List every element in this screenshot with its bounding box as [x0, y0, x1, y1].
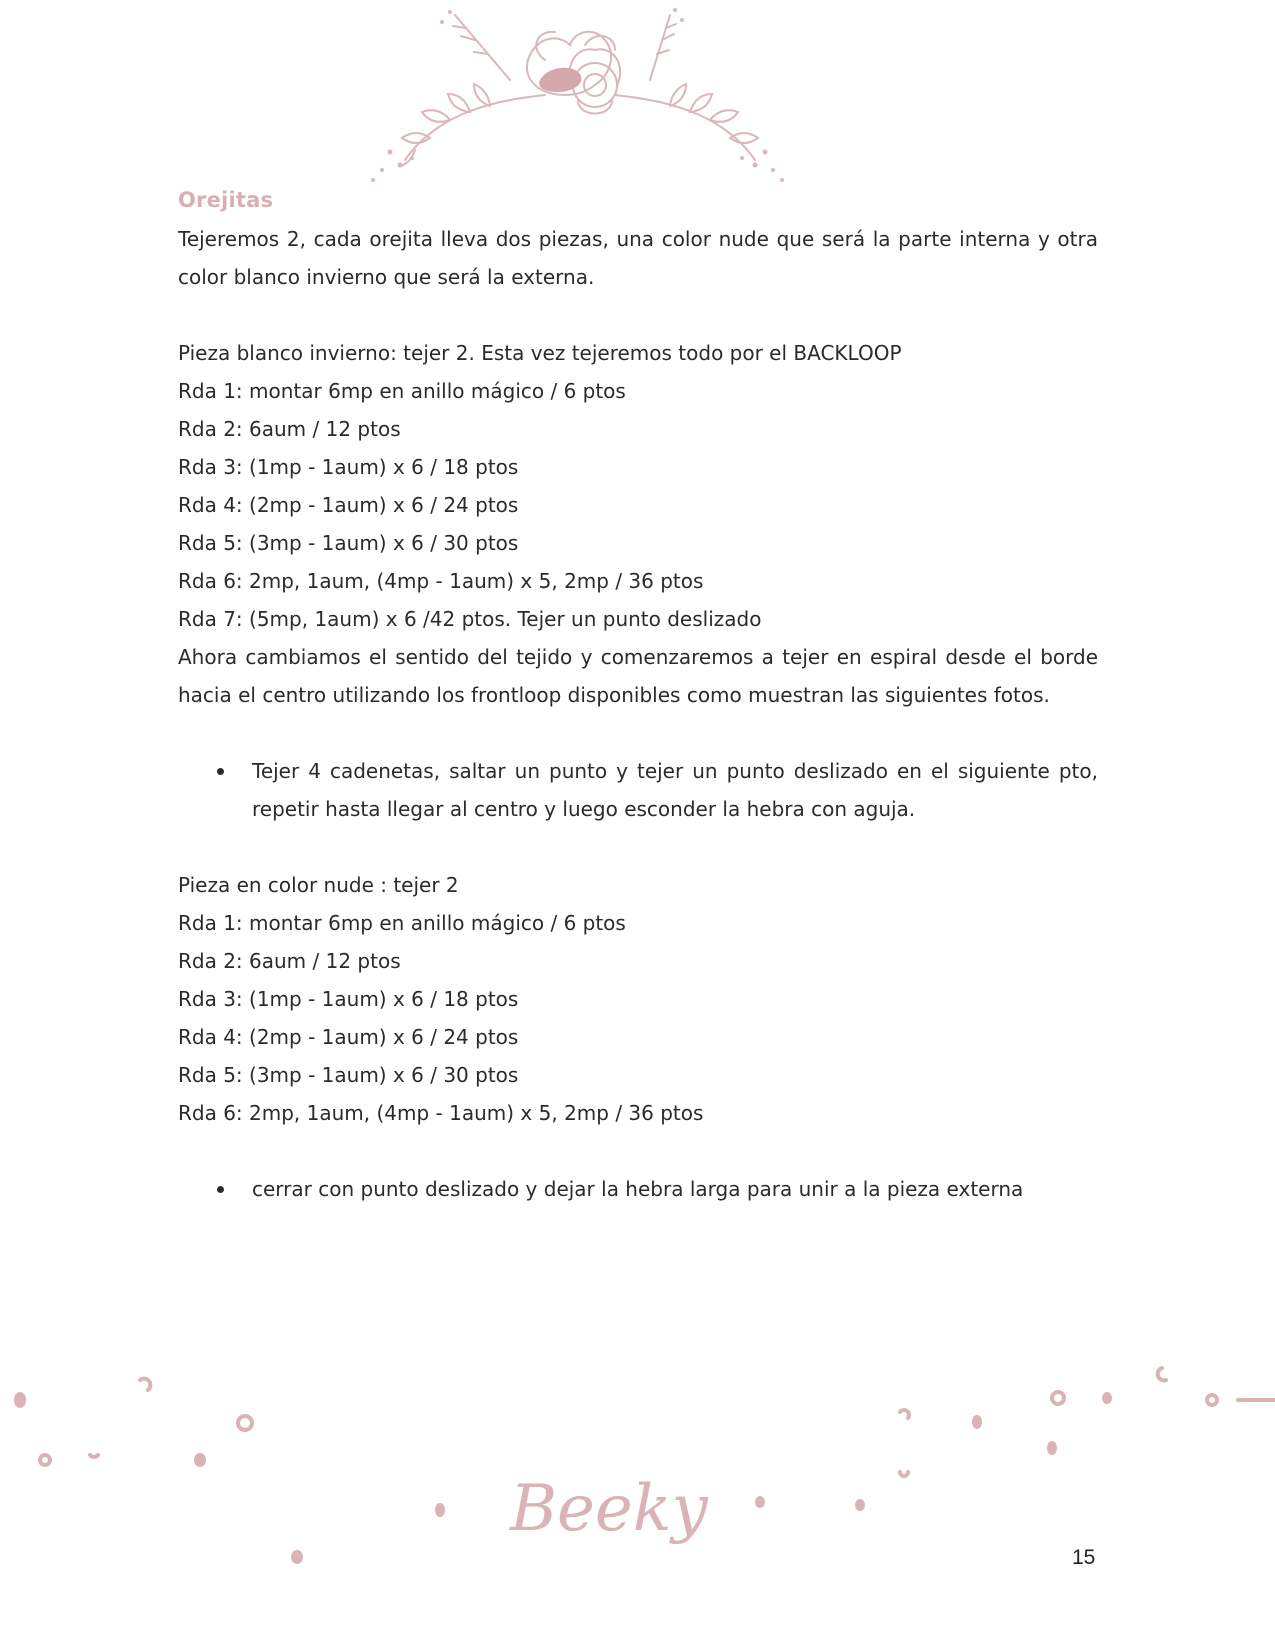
row-line: Rda 2: 6aum / 12 ptos	[178, 417, 401, 441]
row-line: Rda 5: (3mp - 1aum) x 6 / 30 ptos	[178, 531, 519, 555]
floral-header-illustration	[370, 0, 790, 200]
row-line: Rda 3: (1mp - 1aum) x 6 / 18 ptos	[178, 455, 519, 479]
row-line: Rda 4: (2mp - 1aum) x 6 / 24 ptos	[178, 1025, 519, 1049]
list-item: cerrar con punto deslizado y dejar la hebra larga para unir a la pieza externa	[252, 1170, 1098, 1208]
row-line: Rda 6: 2mp, 1aum, (4mp - 1aum) x 5, 2mp / 36 ptos	[178, 1101, 704, 1125]
page-number: 15	[1072, 1546, 1096, 1569]
row-line: Rda 3: (1mp - 1aum) x 6 / 18 ptos	[178, 987, 519, 1011]
bullet-list	[178, 752, 1098, 828]
document-body	[178, 188, 1098, 1208]
intro-paragraph: Tejeremos 2, cada orejita lleva dos piezas, una color nude que será la parte interna y otra color blanco invierno que será la externa.	[178, 227, 1098, 289]
row-line: Rda 1: montar 6mp en anillo mágico / 6 ptos	[178, 911, 626, 935]
piece-nude-heading: Pieza en color nude : tejer 2	[178, 873, 459, 897]
section-title: Orejitas	[178, 188, 274, 212]
row-line: Rda 6: 2mp, 1aum, (4mp - 1aum) x 5, 2mp / 36 ptos	[178, 569, 704, 593]
row-line: Rda 7: (5mp, 1aum) x 6 /42 ptos. Tejer un punto deslizado	[178, 607, 762, 631]
direction-note: Ahora cambiamos el sentido del tejido y comenzaremos a tejer en espiral desde el borde hacia el centro utilizando los frontloop disponibles como muestran las siguientes fotos.	[178, 645, 1098, 707]
piece-white-heading: Pieza blanco invierno: tejer 2. Esta vez tejeremos todo por el BACKLOOP	[178, 341, 902, 365]
row-line: Rda 5: (3mp - 1aum) x 6 / 30 ptos	[178, 1063, 519, 1087]
row-line: Rda 1: montar 6mp en anillo mágico / 6 ptos	[178, 379, 626, 403]
brand-logo: Beeky	[510, 1472, 708, 1546]
footer-decoration	[0, 1360, 1275, 1650]
row-line: Rda 4: (2mp - 1aum) x 6 / 24 ptos	[178, 493, 519, 517]
row-line: Rda 2: 6aum / 12 ptos	[178, 949, 401, 973]
bullet-list	[178, 1170, 1098, 1208]
list-item: Tejer 4 cadenetas, saltar un punto y tejer un punto deslizado en el siguiente pto, repetir hasta llegar al centro y luego esconder la hebra con aguja.	[252, 752, 1098, 828]
